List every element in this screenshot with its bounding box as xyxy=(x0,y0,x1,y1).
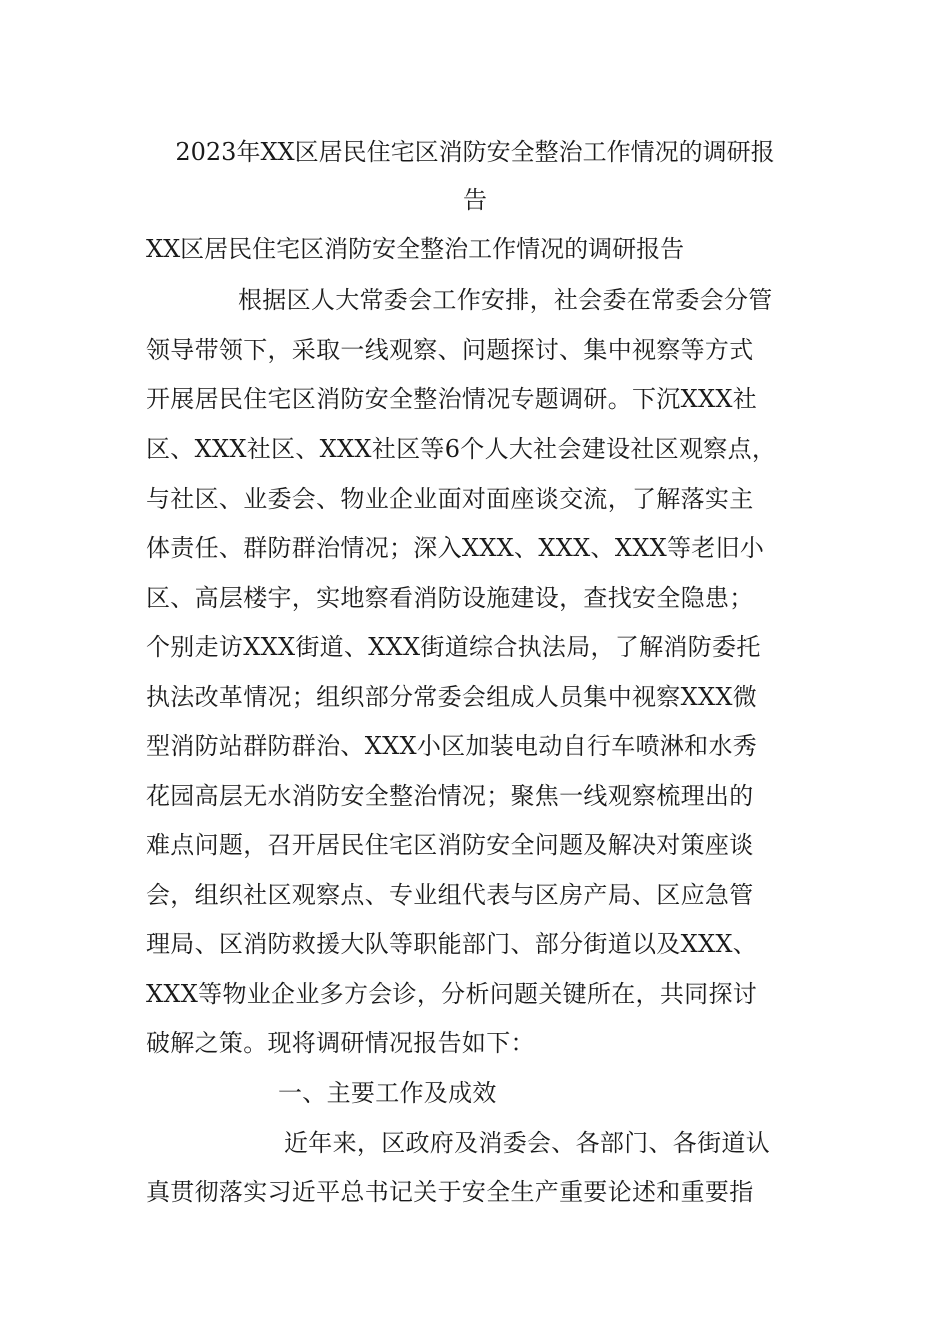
body-line: 理局、区消防救援大队等职能部门、部分街道以及XXX、 xyxy=(146,930,758,958)
body-line: 难点问题，召开居民住宅区消防安全问题及解决对策座谈 xyxy=(146,831,754,859)
body-line: 开展居民住宅区消防安全整治情况专题调研。下沉XXX社 xyxy=(146,385,758,413)
body-line: 执法改革情况；组织部分常委会组成人员集中视察XXX微 xyxy=(146,683,758,711)
body-line: 与社区、业委会、物业企业面对面座谈交流，了解落实主 xyxy=(146,485,754,513)
body-line: 个别走访XXX街道、XXX街道综合执法局，了解消防委托 xyxy=(146,633,761,661)
section-heading: 一、主要工作及成效 xyxy=(278,1079,497,1107)
document-subtitle: XX区居民住宅区消防安全整治工作情况的调研报告 xyxy=(146,235,685,263)
body-line: 近年来，区政府及消委会、各部门、各街道认 xyxy=(284,1129,770,1157)
document-title-line-1: 2023年XX区居民住宅区消防安全整治工作情况的调研报 xyxy=(175,138,775,166)
body-line: 真贯彻落实习近平总书记关于安全生产重要论述和重要指 xyxy=(146,1178,754,1206)
body-line: XXX等物业企业多方会诊，分析问题关键所在，共同探讨 xyxy=(146,980,758,1008)
document-title-line-2: 告 xyxy=(463,186,487,214)
body-line: 体责任、群防群治情况；深入XXX、XXX、XXX等老旧小 xyxy=(146,534,765,562)
body-line: 型消防站群防群治、XXX小区加装电动自行车喷淋和水秀 xyxy=(146,732,758,760)
body-line: 花园高层无水消防安全整治情况；聚焦一线观察梳理出的 xyxy=(146,782,754,810)
body-line: 区、高层楼宇，实地察看消防设施建设，查找安全隐患； xyxy=(146,584,754,612)
body-line: 领导带领下，采取一线观察、问题探讨、集中视察等方式 xyxy=(146,336,754,364)
body-line: 破解之策。现将调研情况报告如下： xyxy=(146,1029,535,1057)
body-line: 区、XXX社区、XXX社区等6个人大社会建设社区观察点， xyxy=(146,435,777,463)
body-line: 根据区人大常委会工作安排，社会委在常委会分管 xyxy=(238,286,773,314)
body-line: 会，组织社区观察点、专业组代表与区房产局、区应急管 xyxy=(146,881,754,909)
